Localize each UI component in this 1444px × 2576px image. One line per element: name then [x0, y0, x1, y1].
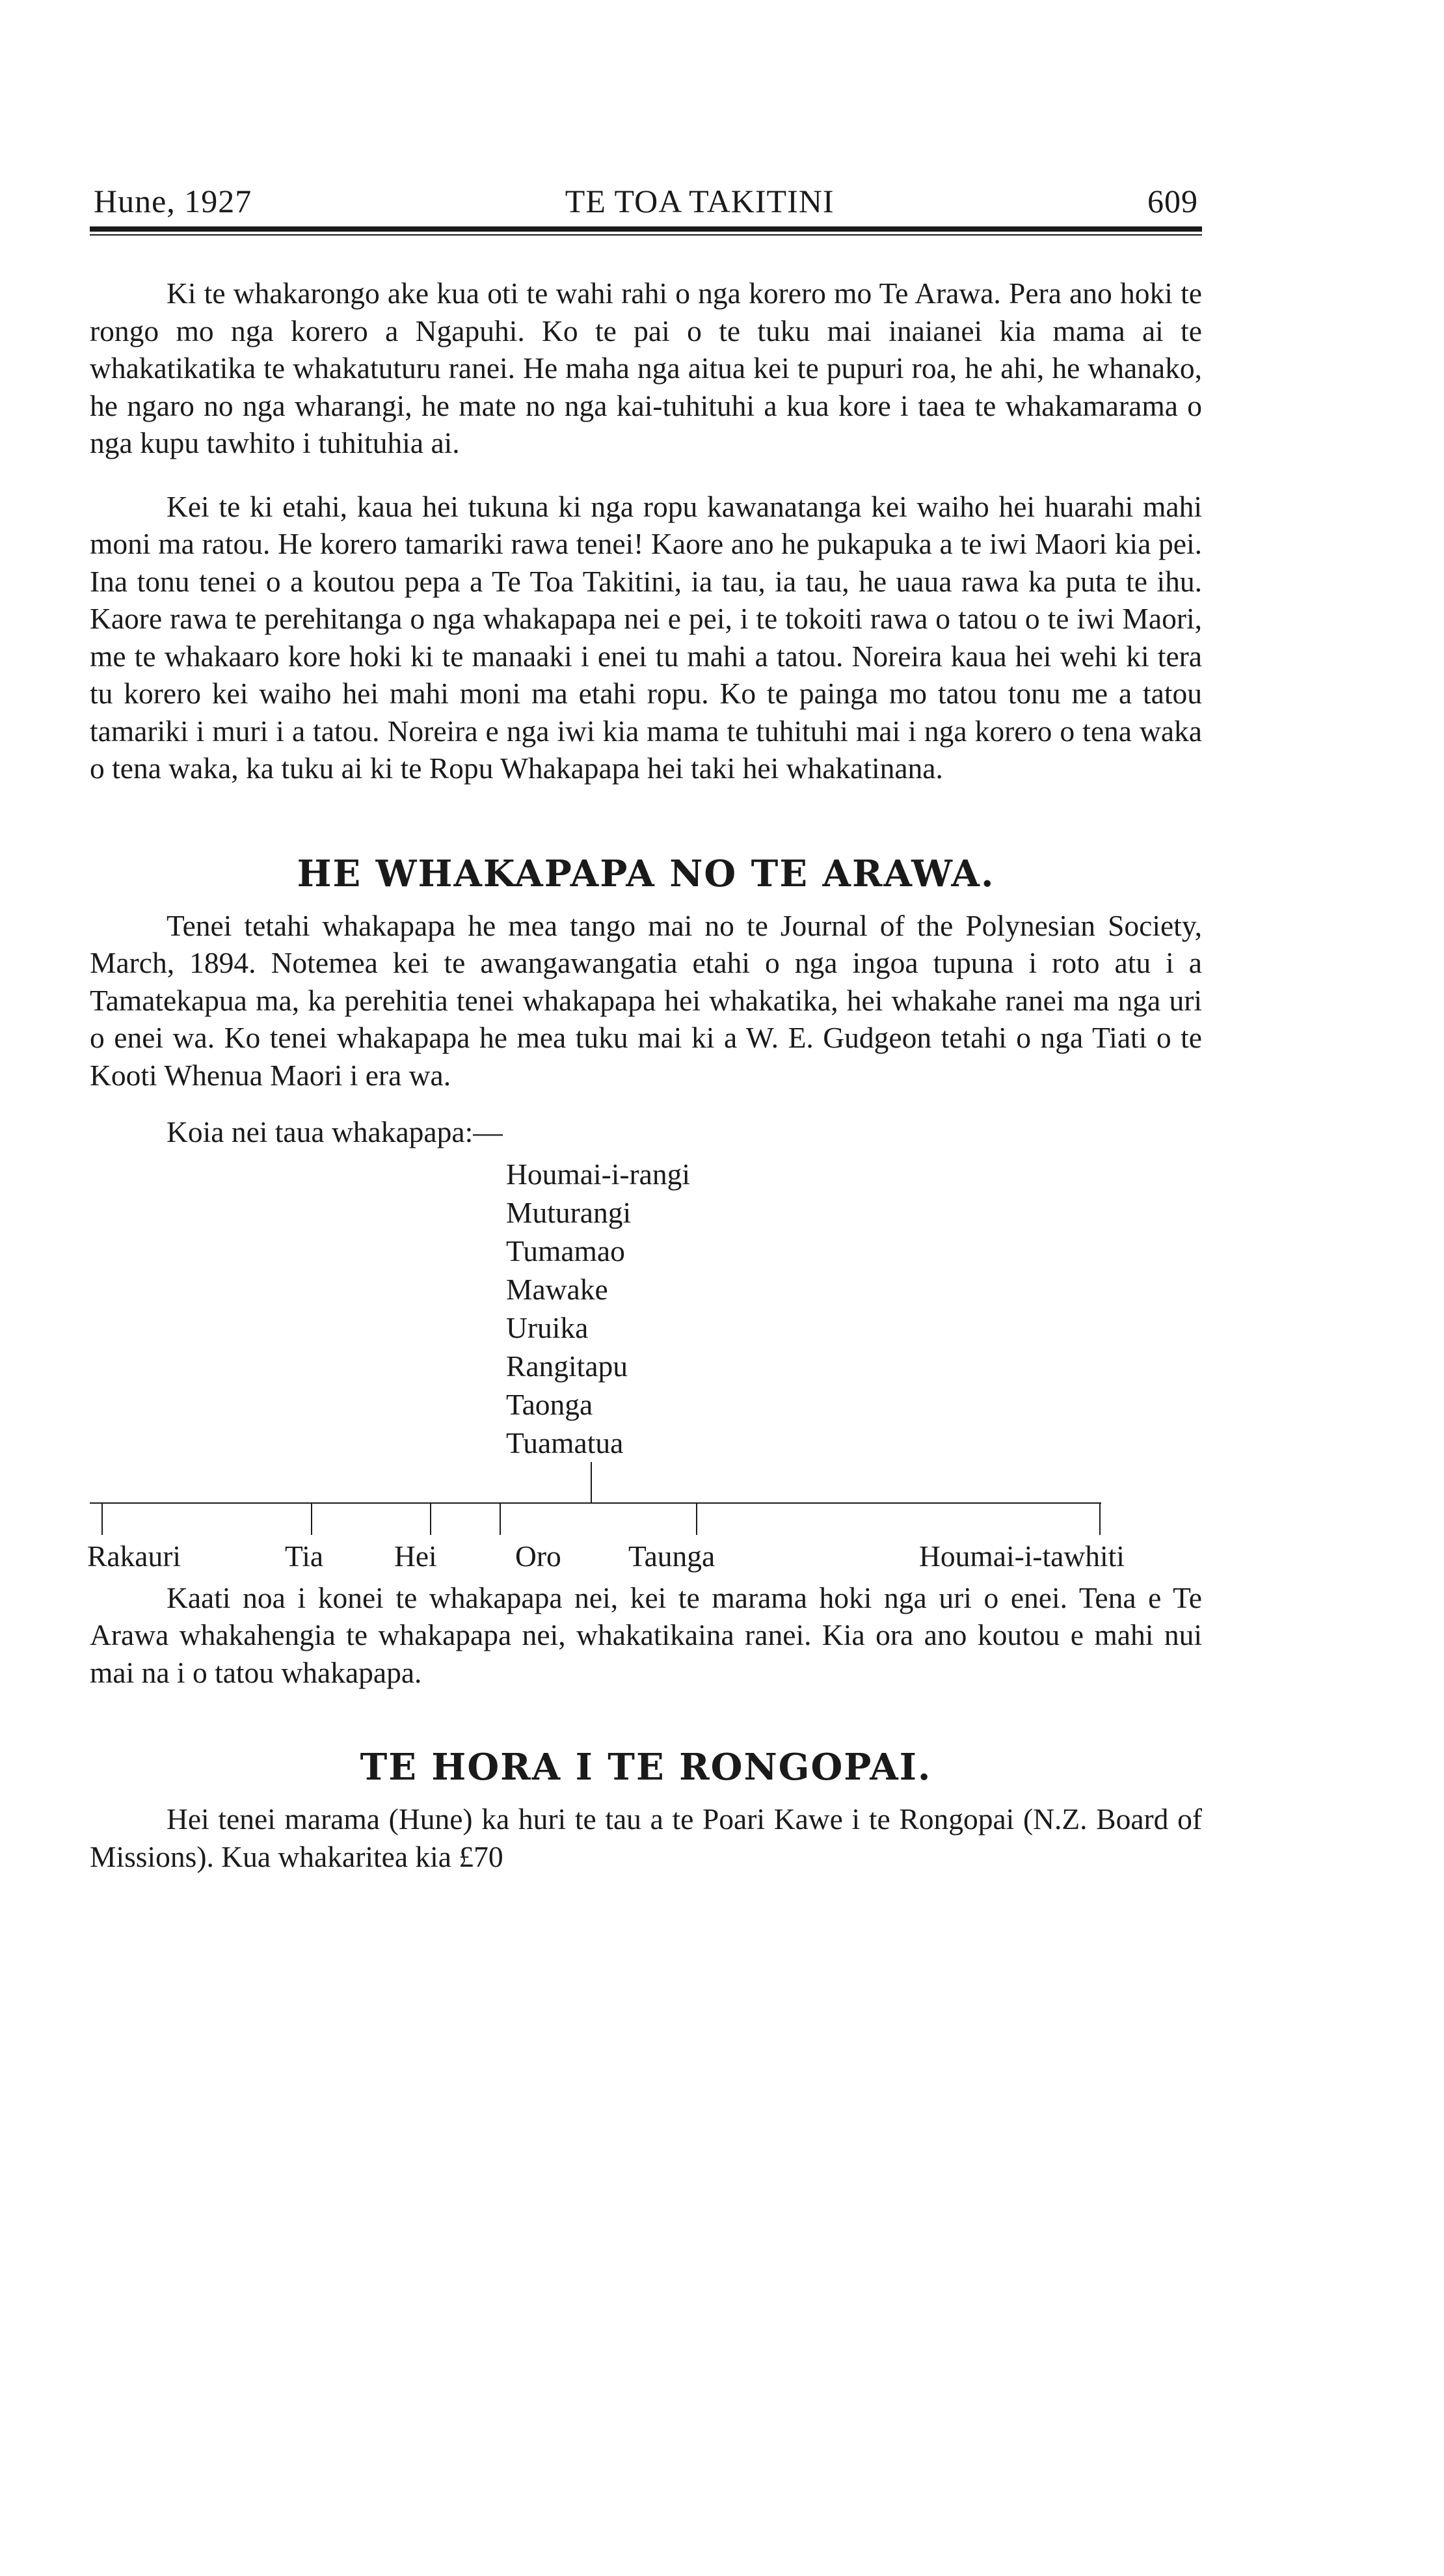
lineage-name: Tuamatua: [506, 1426, 624, 1459]
section-heading-whakapapa: HE WHAKAPAPA NO TE ARAWA.: [297, 852, 995, 895]
page-number: 609: [1147, 183, 1198, 219]
trunk-line: [591, 1462, 592, 1502]
header-rule-thin: [90, 234, 1202, 236]
genealogy-lineage: [90, 1155, 1202, 1462]
lineage-name: Mawake: [506, 1272, 608, 1306]
header-date: Hune, 1927: [94, 183, 252, 219]
branch-line: [90, 1502, 1101, 1504]
lineage-name: Muturangi: [506, 1195, 632, 1229]
child-name: Houmai-i-tawhiti: [919, 1539, 1125, 1573]
genealogy-tree-branches: [87, 1462, 1202, 1573]
child-name: Taunga: [628, 1539, 715, 1573]
branch-drop: [101, 1502, 103, 1535]
branch-drop: [311, 1502, 312, 1535]
child-name: Rakauri: [87, 1539, 181, 1573]
child-name: Oro: [515, 1539, 561, 1573]
section-heading-rongopai: TE HORA I TE RONGOPAI.: [360, 1746, 932, 1789]
whakapapa-closing-paragraph: Kaati noa i konei te whakapapa nei, kei te marama hoki nga uri o enei. Tena e Te Arawa whakahengia te whakapapa nei, whakatikaina ranei. Kia ora ano koutou e mahi nui mai na i o tatou whakapapa.: [90, 1580, 1202, 1689]
running-header: [90, 182, 1202, 220]
whakapapa-intro-paragraph: Tenei tetahi whakapapa he mea tango mai no te Journal of the Polynesian Society, March, 1894. Notemea kei te awangawangatia etahi o nga ingoa tupuna i roto atu i a Tamatekapua ma, ka perehitia tenei whakapapa hei whakatika, hei whakahe ranei ma nga uri o enei wa. Ko tenei whakapapa he mea tuku mai ki a W. E. Gudgeon tetahi o nga Tiati o te Kooti Whenua Maori i era wa.: [90, 908, 1202, 1092]
branch-drop: [500, 1502, 501, 1535]
header-rule-thick: [90, 226, 1202, 232]
lineage-name: Rangitapu: [506, 1349, 628, 1383]
intro-paragraph-2: Kei te ki etahi, kaua hei tukuna ki nga ropu kawanatanga kei waiho hei huarahi mahi moni ma ratou. He korero tamariki rawa tenei! Kaore ano he pukapuka a te iwi Maori kia pei. Ina tonu tenei o a koutou pepa a Te Toa Takitini, ia tau, ia tau, he uaua rawa ka puta te ihu. Kaore rawa te perehitanga o nga whakapapa nei e pei, i te tokoiti rawa o tatou o te iwi Maori, me te whakaaro kore hoki ki te manaaki i enei tu mahi a tatou. Noreira kaua hei wehi ki tera tu korero kei waiho hei mahi moni ma etahi ropu. Ko te painga mo tatou tonu me a tatou tamariki i muri i a tatou. Noreira e nga iwi kia mama te tuhituhi mai i nga korero o tena waka o tena waka, ka tuku ai ki te Ropu Whakapapa hei taki hei whakatinana.: [90, 489, 1202, 785]
rongopai-paragraph: Hei tenei marama (Hune) ka huri te tau a te Poari Kawe i te Rongopai (N.Z. Board of Missions). Kua whakaritea kia £70: [90, 1802, 1202, 1873]
whakapapa-lead-in: Koia nei taua whakapapa:—: [167, 1115, 503, 1148]
intro-paragraph-1: Ki te whakarongo ake kua oti te wahi rahi o nga korero mo Te Arawa. Pera ano hoki te rongo mo nga korero a Ngapuhi. Ko te pai o te tuku mai inaianei kia mama ai te whakatikatika te whakatuturu ranei. He maha nga aitua kei te pupuri roa, he ahi, he whanako, he ngaro no nga wharangi, he mate no nga kai-tuhituhi a kua kore i taea te whakamarama o nga kupu tawhito i tuhituhia ai.: [90, 277, 1202, 459]
journal-page: [87, 182, 1202, 1875]
child-name: Tia: [285, 1539, 324, 1573]
lineage-name: Houmai-i-rangi: [506, 1157, 691, 1191]
lineage-name: Uruika: [506, 1310, 589, 1344]
branch-drop: [696, 1502, 697, 1535]
header-title: TE TOA TAKITINI: [565, 183, 835, 219]
lineage-name: Tumamao: [506, 1234, 625, 1268]
branch-drop: [430, 1502, 431, 1535]
lineage-name: Taonga: [506, 1387, 593, 1421]
child-name: Hei: [394, 1539, 437, 1573]
branch-drop: [1099, 1502, 1101, 1535]
